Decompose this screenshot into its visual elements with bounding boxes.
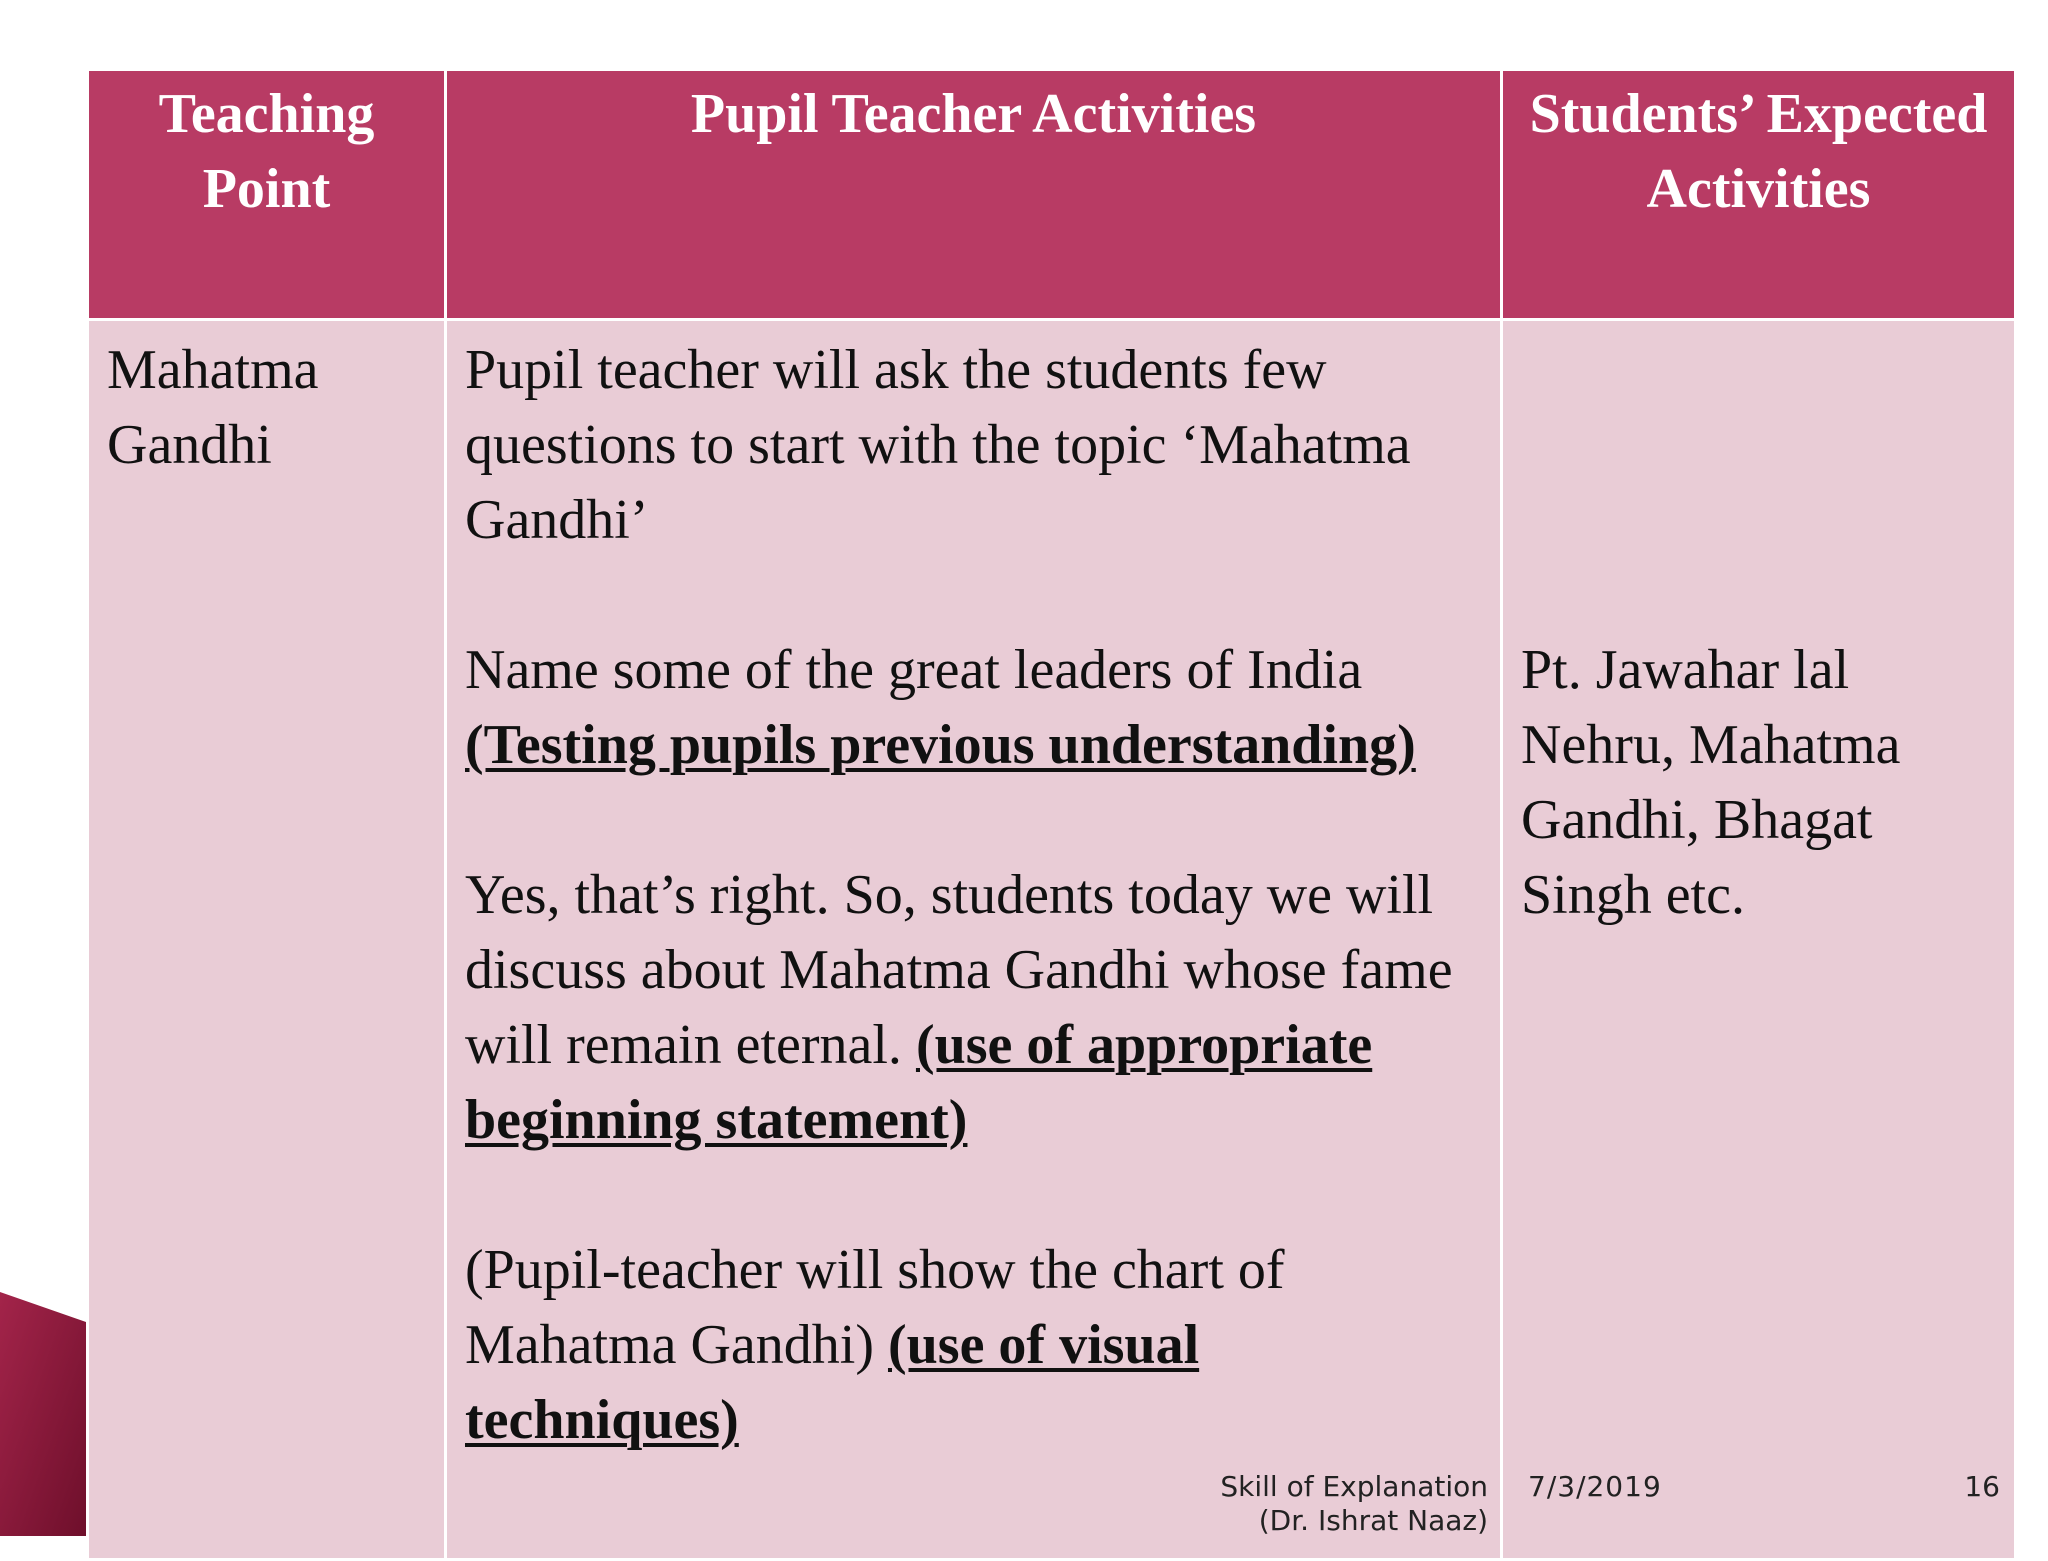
footer-title-line-1: Skill of Explanation (1220, 1470, 1488, 1503)
slide-page-number: 16 (1964, 1470, 2000, 1503)
header-teaching-point: Teaching Point (88, 70, 446, 320)
activity-chart-block (465, 1233, 1482, 1458)
footer-title-line-2: (Dr. Ishrat Naaz) (1258, 1504, 1488, 1537)
teaching-point-cell (88, 320, 446, 1560)
students-expected-wrapper (1521, 333, 1996, 933)
activity-chart-note: (use of visual techniques) (465, 1314, 1200, 1451)
header-students-expected-activities: Students’ Expected Activities (1502, 70, 2016, 320)
activity-discussion-note: (use of appropriate beginning statement) (465, 1014, 1373, 1151)
pupil-teacher-activities-cell (446, 320, 1502, 1560)
activity-question-block (465, 633, 1482, 783)
activity-discussion-text: Yes, that’s right. So, students today we will discuss about Mahatma Gandhi whose fame will remain eternal. (465, 864, 1453, 1076)
activity-intro-text: Pupil teacher will ask the students few questions to start with the topic ‘Mahatma Gandhi’ (465, 339, 1411, 551)
lesson-plan-table (86, 68, 2017, 1561)
teaching-point-text: Mahatma Gandhi (107, 339, 319, 476)
footer-title (1220, 1470, 1488, 1538)
activity-discussion-block (465, 858, 1482, 1158)
students-expected-cell (1502, 320, 2016, 1560)
footer-date: 7/3/2019 (1528, 1470, 1662, 1503)
activity-question-note: (Testing pupils previous understanding) (465, 714, 1416, 776)
activity-chart-text: (Pupil-teacher will show the chart of Mahatma Gandhi) (465, 1239, 1285, 1376)
table-row (88, 320, 2016, 1560)
header-pupil-teacher-activities: Pupil Teacher Activities (446, 70, 1502, 320)
activity-question-text: Name some of the great leaders of India (465, 639, 1363, 701)
table-header-row (88, 70, 2016, 320)
students-expected-text: Pt. Jawahar lal Nehru, Mahatma Gandhi, Bhagat Singh etc. (1521, 639, 1901, 926)
